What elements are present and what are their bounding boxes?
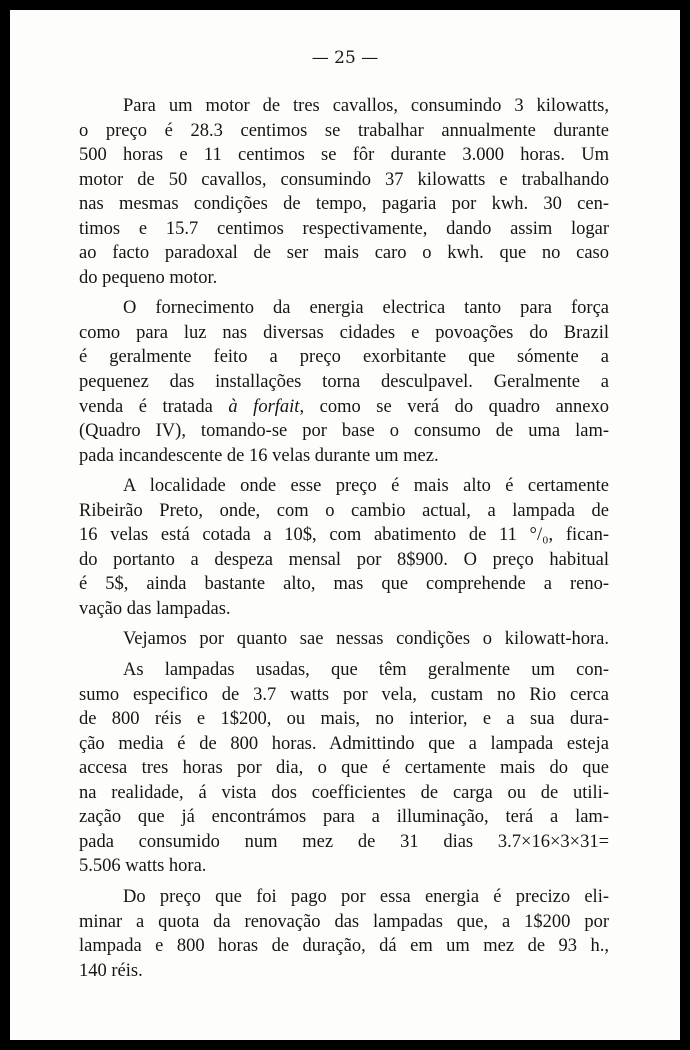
paragraph-4 [79, 627, 609, 652]
text-line: do pequeno motor. [79, 267, 218, 288]
text-segment: venda é tratada [79, 396, 213, 417]
text-line: timos e 15.7 centimos respectivamente, dando assim logar [79, 218, 609, 239]
text-line: Para um motor de tres cavallos, consumindo 3 kilowatts, [123, 96, 609, 116]
text-line: Ribeirão Preto, onde, com o cambio actual, a lampada de [79, 500, 609, 521]
text-line: minar a quota da renovação das lampadas que, a 1$200 por [79, 911, 609, 932]
text-line: nas mesmas condições de tempo, pagaria por kwh. 30 cen- [79, 194, 609, 215]
text-line: zação que já encontrámos para a illuminação, terá a lam- [79, 807, 609, 828]
text-line: é 5$, ainda bastante alto, mas que comprehende a reno- [79, 574, 609, 595]
text-line [79, 395, 609, 420]
italic-phrase: à forfait [228, 396, 300, 417]
text-line: A localidade onde esse preço é mais alto é certamente [123, 476, 609, 497]
text-segment: , como se verá do quadro annexo [299, 396, 609, 417]
paragraph-6 [79, 885, 609, 983]
paragraph-2 [79, 296, 609, 468]
text-line: é geralmente feito a preço exorbitante que sómente a [79, 347, 609, 368]
text-line: 16 velas está cotada a 10$, com abatimento de 11 °/₀, fican- [79, 525, 609, 546]
text-line: pequenez das installações torna desculpavel. Geralmente a [79, 372, 609, 393]
text-line: motor de 50 cavallos, consumindo 37 kilowatts e trabalhando [79, 169, 609, 190]
text-line: na realidade, á vista dos coefficientes de carga ou de utili- [79, 782, 609, 803]
text-line: Vejamos por quanto sae nessas condições o kilowatt-hora. [123, 629, 609, 650]
text-line: do portanto a despeza mensal por 8$900. O preço habitual [79, 549, 609, 570]
text-line: pada consumido num mez de 31 dias 3.7×16×3×31= [79, 831, 609, 852]
text-line: sumo especifico de 3.7 watts por vela, custam no Rio cerca [79, 684, 609, 705]
text-line: Do preço que foi pago por essa energia é precizo eli- [123, 886, 609, 907]
text-line: vação das lampadas. [79, 598, 231, 619]
text-line: de 800 réis e 1$200, ou mais, no interior, e a sua dura- [79, 709, 609, 730]
text-line: 5.506 watts hora. [79, 856, 207, 877]
paragraph-3 [79, 474, 609, 621]
text-line: lampada e 800 horas de duração, dá em um mez de 93 h., [79, 936, 609, 957]
text-line: como para luz nas diversas cidades e povoações do Brazil [79, 322, 609, 343]
text-line: o preço é 28.3 centimos se trabalhar annualmente durante [79, 120, 609, 141]
text-line: ao facto paradoxal de ser mais caro o kwh. que no caso [79, 243, 609, 264]
paragraph-1 [79, 94, 609, 290]
text-line: ção media é de 800 horas. Admittindo que a lampada esteja [79, 733, 609, 754]
text-line: 140 réis. [79, 960, 143, 981]
paragraph-5 [79, 658, 609, 879]
page-number: — 25 — [311, 48, 379, 68]
text-line: (Quadro IV), tomando-se por base o consumo de uma lam- [79, 421, 609, 442]
text-line: As lampadas usadas, que têm geralmente um con- [123, 660, 609, 681]
text-line: 500 horas e 11 centimos se fôr durante 3.000 horas. Um [79, 145, 609, 166]
book-page [10, 10, 680, 1040]
text-line: pada incandescente de 16 velas durante um mez. [79, 445, 439, 466]
text-line: accesa tres horas por dia, o que é certamente mais do que [79, 758, 609, 779]
text-line: O fornecimento da energia electrica tanto para força [123, 298, 609, 319]
body-text [79, 94, 609, 983]
